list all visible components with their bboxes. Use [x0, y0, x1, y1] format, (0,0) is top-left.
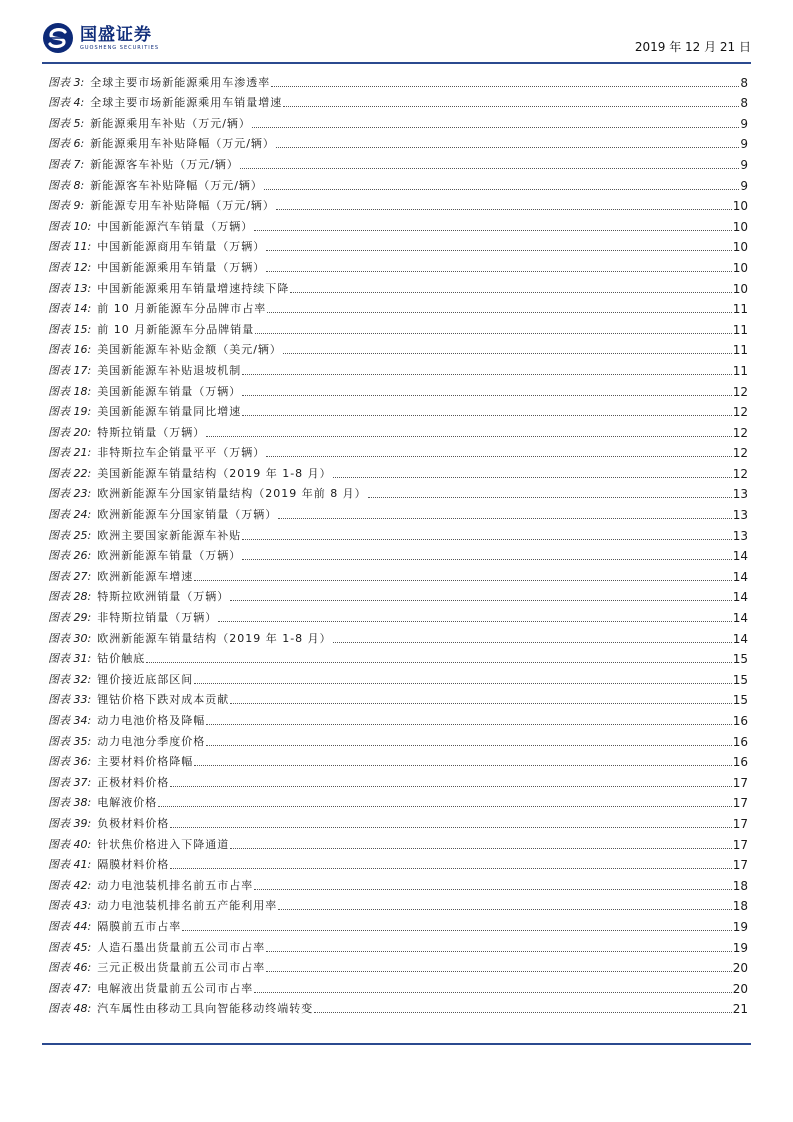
toc-figure-title: 动力电池分季度价格 [97, 734, 206, 748]
toc-leader-dots [170, 786, 732, 787]
toc-page-number: 19 [732, 940, 748, 955]
toc-page-number: 17 [732, 816, 748, 831]
toc-entry[interactable] [48, 893, 748, 914]
toc-figure-title: 美国新能源车补贴退坡机制 [97, 363, 242, 377]
toc-entry[interactable] [48, 852, 748, 873]
toc-leader-dots [230, 600, 732, 601]
toc-page-number: 14 [732, 611, 748, 626]
toc-entry[interactable] [48, 810, 748, 831]
toc-figure-label: 图表 43: [48, 899, 92, 913]
toc-page-number: 10 [732, 240, 748, 255]
toc-entry[interactable] [48, 625, 748, 646]
toc-figure-title: 美国新能源车销量（万辆） [97, 384, 242, 398]
toc-figure-title: 欧洲新能源车销量（万辆） [97, 549, 242, 563]
toc-figure-title: 欧洲主要国家新能源车补贴 [97, 528, 242, 542]
toc-page-number: 20 [732, 981, 748, 996]
toc-leader-dots [266, 456, 732, 457]
toc-entry[interactable] [48, 151, 748, 172]
toc-figure-title: 全球主要市场新能源乘用车销量增速 [90, 96, 283, 110]
toc-entry[interactable] [48, 749, 748, 770]
toc-figure-label: 图表 17: [48, 363, 92, 377]
toc-entry[interactable] [48, 481, 748, 502]
toc-entry[interactable] [48, 975, 748, 996]
toc-page-number: 12 [732, 405, 748, 420]
toc-leader-dots [170, 827, 732, 828]
toc-figure-title: 隔膜材料价格 [97, 858, 170, 872]
toc-figure-title: 中国新能源商用车销量（万辆） [97, 240, 266, 254]
toc-page-number: 14 [732, 549, 748, 564]
toc-figure-title: 电解液出货量前五公司市占率 [97, 981, 254, 995]
toc-entry[interactable] [48, 501, 748, 522]
toc-page-number: 15 [732, 693, 748, 708]
toc-figure-label: 图表 48: [48, 1002, 92, 1016]
toc-leader-dots [368, 497, 732, 498]
toc-figure-title: 全球主要市场新能源乘用车渗透率 [90, 75, 271, 89]
toc-entry[interactable] [48, 913, 748, 934]
toc-entry[interactable] [48, 604, 748, 625]
toc-leader-dots [255, 333, 732, 334]
toc-page-number: 14 [732, 631, 748, 646]
toc-figure-title: 前 10 月新能源车分品牌市占率 [97, 302, 267, 316]
toc-figure-label: 图表 22: [48, 466, 92, 480]
toc-page-number: 14 [732, 590, 748, 605]
toc-page-number: 20 [732, 961, 748, 976]
toc-leader-dots [266, 971, 732, 972]
toc-leader-dots [242, 415, 732, 416]
toc-figure-label: 图表 3: [48, 75, 85, 89]
toc-page-number: 15 [732, 652, 748, 667]
toc-figure-title: 美国新能源车销量结构（2019 年 1-8 月） [97, 466, 332, 480]
toc-entry[interactable] [48, 790, 748, 811]
toc-page-number: 10 [732, 219, 748, 234]
toc-page-number: 9 [740, 157, 748, 172]
toc-leader-dots [194, 683, 732, 684]
toc-entry[interactable] [48, 172, 748, 193]
toc-entry[interactable] [48, 543, 748, 564]
toc-page-number: 17 [732, 775, 748, 790]
toc-entry[interactable] [48, 831, 748, 852]
toc-figure-label: 图表 41: [48, 858, 92, 872]
toc-figure-label: 图表 33: [48, 693, 92, 707]
toc-page-number: 18 [732, 899, 748, 914]
toc-figure-label: 图表 42: [48, 878, 92, 892]
toc-figure-label: 图表 38: [48, 796, 92, 810]
toc-leader-dots [242, 374, 732, 375]
toc-leader-dots [206, 724, 732, 725]
toc-figure-title: 中国新能源乘用车销量增速持续下降 [97, 281, 290, 295]
toc-entry[interactable] [48, 378, 748, 399]
toc-figure-label: 图表 25: [48, 528, 92, 542]
toc-page-number: 18 [732, 878, 748, 893]
toc-entry[interactable] [48, 440, 748, 461]
toc-figure-title: 非特斯拉销量（万辆） [97, 611, 218, 625]
toc-entry[interactable] [48, 357, 748, 378]
toc-leader-dots [264, 189, 739, 190]
toc-figure-title: 欧洲新能源车销量结构（2019 年 1-8 月） [97, 631, 332, 645]
toc-entry[interactable] [48, 254, 748, 275]
toc-figure-label: 图表 8: [48, 178, 85, 192]
page-header [42, 22, 751, 62]
toc-leader-dots [278, 909, 732, 910]
toc-figure-label: 图表 6: [48, 137, 85, 151]
toc-figure-label: 图表 45: [48, 940, 92, 954]
toc-page-number: 11 [732, 363, 748, 378]
toc-page-number: 11 [732, 302, 748, 317]
toc-entry[interactable] [48, 296, 748, 317]
toc-figure-label: 图表 10: [48, 219, 92, 233]
toc-figure-title: 电解液价格 [97, 796, 158, 810]
toc-entry[interactable] [48, 584, 748, 605]
toc-figure-label: 图表 47: [48, 981, 92, 995]
toc-entry[interactable] [48, 934, 748, 955]
toc-page-number: 10 [732, 199, 748, 214]
toc-figure-label: 图表 31: [48, 652, 92, 666]
toc-leader-dots [266, 250, 732, 251]
toc-figure-label: 图表 34: [48, 714, 92, 727]
toc-entry[interactable] [48, 234, 748, 255]
toc-entry[interactable] [48, 419, 748, 440]
toc-figure-title: 特斯拉销量（万辆） [97, 425, 206, 439]
toc-figure-label: 图表 13: [48, 281, 92, 295]
toc-page-number: 21 [732, 1002, 748, 1017]
toc-figure-label: 图表 20: [48, 425, 92, 439]
toc-page-number: 11 [732, 343, 748, 358]
toc-figure-title: 主要材料价格降幅 [97, 755, 194, 769]
toc-leader-dots [254, 992, 732, 993]
toc-figure-label: 图表 26: [48, 549, 92, 563]
toc-figure-title: 正极材料价格 [97, 775, 170, 789]
toc-page-number: 12 [732, 466, 748, 481]
toc-page-number: 12 [732, 425, 748, 440]
toc-entry[interactable] [48, 563, 748, 584]
toc-page-number: 16 [732, 755, 748, 770]
toc-page-number: 9 [740, 178, 748, 193]
toc-page-number: 12 [732, 384, 748, 399]
toc-leader-dots [242, 559, 732, 560]
toc-leader-dots [314, 1012, 732, 1013]
toc-page-number: 11 [732, 322, 748, 337]
toc-leader-dots [333, 642, 732, 643]
toc-page-number: 9 [740, 116, 748, 131]
toc-figure-title: 特斯拉欧洲销量（万辆） [97, 590, 230, 604]
toc-entry[interactable] [48, 872, 748, 893]
toc-leader-dots [158, 806, 732, 807]
toc-page-number: 15 [732, 672, 748, 687]
toc-page-number: 10 [732, 260, 748, 275]
toc-entry[interactable] [48, 90, 748, 111]
toc-leader-dots [271, 86, 739, 87]
toc-figure-label: 图表 7: [48, 157, 85, 171]
toc-figure-label: 图表 11: [48, 240, 92, 254]
toc-figure-title: 新能源专用车补贴降幅（万元/辆） [90, 199, 275, 213]
toc-figure-title: 隔膜前五市占率 [97, 919, 182, 933]
toc-page-number: 17 [732, 796, 748, 811]
toc-entry[interactable] [48, 193, 748, 214]
toc-entry[interactable] [48, 275, 748, 296]
toc-leader-dots [146, 662, 732, 663]
toc-figure-title: 新能源乘用车补贴降幅（万元/辆） [90, 137, 275, 151]
toc-entry[interactable] [48, 769, 748, 790]
toc-page-number: 13 [732, 487, 748, 502]
toc-figure-title: 欧洲新能源车增速 [97, 569, 194, 583]
toc-leader-dots [218, 621, 732, 622]
toc-entry[interactable] [48, 728, 748, 749]
toc-figure-title: 三元正极出货量前五公司市占率 [97, 961, 266, 975]
toc-leader-dots [276, 147, 739, 148]
toc-figure-label: 图表 5: [48, 116, 85, 130]
toc-figure-label: 图表 46: [48, 961, 92, 975]
report-date: 2019 年 12 月 21 日 [634, 40, 751, 54]
toc-entry[interactable] [48, 110, 748, 131]
toc-figure-title: 前 10 月新能源车分品牌销量 [97, 322, 255, 336]
toc-entry[interactable] [48, 687, 748, 708]
toc-figure-title: 钴价触底 [97, 652, 146, 666]
guosheng-logo-icon [42, 22, 74, 54]
toc-figure-title: 新能源客车补贴（万元/辆） [90, 157, 239, 171]
footer-divider [42, 1043, 751, 1045]
toc-entry[interactable] [48, 399, 748, 420]
toc-page-number: 14 [732, 569, 748, 584]
toc-entry[interactable] [48, 460, 748, 481]
toc-figure-label: 图表 27: [48, 569, 92, 583]
toc-figure-title: 非特斯拉车企销量平平（万辆） [97, 446, 266, 460]
toc-leader-dots [267, 312, 732, 313]
toc-entry[interactable] [48, 69, 748, 90]
toc-page-number: 17 [732, 858, 748, 873]
toc-leader-dots [278, 518, 732, 519]
toc-figure-label: 图表 39: [48, 816, 92, 830]
toc-leader-dots [290, 292, 732, 293]
brand-name-en: GUOSHENG SECURITIES [80, 44, 160, 51]
toc-page-number: 9 [740, 137, 748, 152]
toc-page-number: 16 [732, 714, 748, 728]
toc-figure-title: 负极材料价格 [97, 816, 170, 830]
toc-entry[interactable] [48, 522, 748, 543]
toc-figure-title: 针状焦价格进入下降通道 [97, 837, 230, 851]
toc-leader-dots [252, 127, 739, 128]
toc-figure-title: 动力电池价格及降幅 [97, 714, 206, 727]
toc-figure-title: 美国新能源车销量同比增速 [97, 405, 242, 419]
toc-leader-dots [170, 868, 732, 869]
header-divider [42, 62, 751, 64]
toc-figure-title: 锂钴价格下跌对成本贡献 [97, 693, 230, 707]
toc-page-number: 19 [732, 919, 748, 934]
toc-figure-label: 图表 19: [48, 405, 92, 419]
brand-logo [42, 22, 159, 54]
toc-page-number: 12 [732, 446, 748, 461]
toc-leader-dots [206, 436, 732, 437]
toc-figure-title: 中国新能源汽车销量（万辆） [97, 219, 254, 233]
toc-leader-dots [230, 848, 732, 849]
toc-figure-label: 图表 23: [48, 487, 92, 501]
toc-figure-label: 图表 16: [48, 343, 92, 357]
toc-leader-dots [240, 168, 739, 169]
toc-figure-label: 图表 28: [48, 590, 92, 604]
toc-entry[interactable] [48, 316, 748, 337]
toc-page-number: 8 [740, 96, 748, 111]
toc-figure-title: 欧洲新能源车分国家销量（万辆） [97, 508, 278, 522]
toc-figure-label: 图表 36: [48, 755, 92, 769]
toc-figure-label: 图表 35: [48, 734, 92, 748]
toc-figure-title: 汽车属性由移动工具向智能移动终端转变 [97, 1002, 314, 1016]
toc-entry[interactable] [48, 666, 748, 687]
toc-figure-title: 新能源客车补贴降幅（万元/辆） [90, 178, 263, 192]
toc-page-number: 10 [732, 281, 748, 296]
toc-leader-dots [230, 703, 732, 704]
toc-leader-dots [266, 951, 732, 952]
toc-figure-title: 动力电池装机排名前五产能利用率 [97, 899, 278, 913]
toc-figure-label: 图表 29: [48, 611, 92, 625]
toc-page-number: 16 [732, 734, 748, 749]
toc-figure-title: 欧洲新能源车分国家销量结构（2019 年前 8 月） [97, 487, 367, 501]
toc-figure-label: 图表 4: [48, 96, 85, 110]
toc-entry[interactable] [48, 213, 748, 234]
toc-figure-title: 美国新能源车补贴金额（美元/辆） [97, 343, 282, 357]
toc-leader-dots [242, 539, 732, 540]
toc-page-number: 17 [732, 837, 748, 852]
toc-entry[interactable] [48, 131, 748, 152]
figure-index-list [48, 69, 748, 1016]
toc-figure-label: 图表 30: [48, 631, 92, 645]
toc-leader-dots [266, 271, 732, 272]
toc-figure-title: 锂价接近底部区间 [97, 672, 194, 686]
toc-leader-dots [333, 477, 732, 478]
toc-entry[interactable] [48, 707, 748, 728]
toc-entry[interactable] [48, 337, 748, 358]
toc-entry[interactable] [48, 955, 748, 976]
toc-figure-label: 图表 37: [48, 775, 92, 789]
toc-figure-label: 图表 9: [48, 199, 85, 213]
toc-leader-dots [194, 580, 732, 581]
toc-leader-dots [254, 889, 732, 890]
toc-figure-label: 图表 12: [48, 260, 92, 274]
toc-leader-dots [254, 230, 732, 231]
toc-leader-dots [276, 209, 732, 210]
toc-figure-title: 中国新能源乘用车销量（万辆） [97, 260, 266, 274]
toc-leader-dots [182, 930, 732, 931]
toc-figure-title: 动力电池装机排名前五市占率 [97, 878, 254, 892]
toc-figure-label: 图表 21: [48, 446, 92, 460]
toc-figure-label: 图表 32: [48, 672, 92, 686]
toc-figure-title: 人造石墨出货量前五公司市占率 [97, 940, 266, 954]
toc-leader-dots [283, 106, 739, 107]
toc-leader-dots [283, 353, 732, 354]
toc-figure-label: 图表 44: [48, 919, 92, 933]
toc-page-number: 13 [732, 508, 748, 523]
toc-leader-dots [242, 395, 732, 396]
toc-figure-label: 图表 18: [48, 384, 92, 398]
toc-figure-label: 图表 24: [48, 508, 92, 522]
toc-page-number: 8 [740, 75, 748, 90]
brand-name: 国盛证券 [80, 24, 152, 45]
toc-leader-dots [206, 745, 732, 746]
toc-page-number: 13 [732, 528, 748, 543]
toc-figure-title: 新能源乘用车补贴（万元/辆） [90, 116, 251, 130]
toc-figure-label: 图表 15: [48, 322, 92, 336]
toc-figure-label: 图表 14: [48, 302, 92, 316]
toc-leader-dots [194, 765, 732, 766]
toc-entry[interactable] [48, 996, 748, 1017]
toc-entry[interactable] [48, 646, 748, 667]
toc-figure-label: 图表 40: [48, 837, 92, 851]
